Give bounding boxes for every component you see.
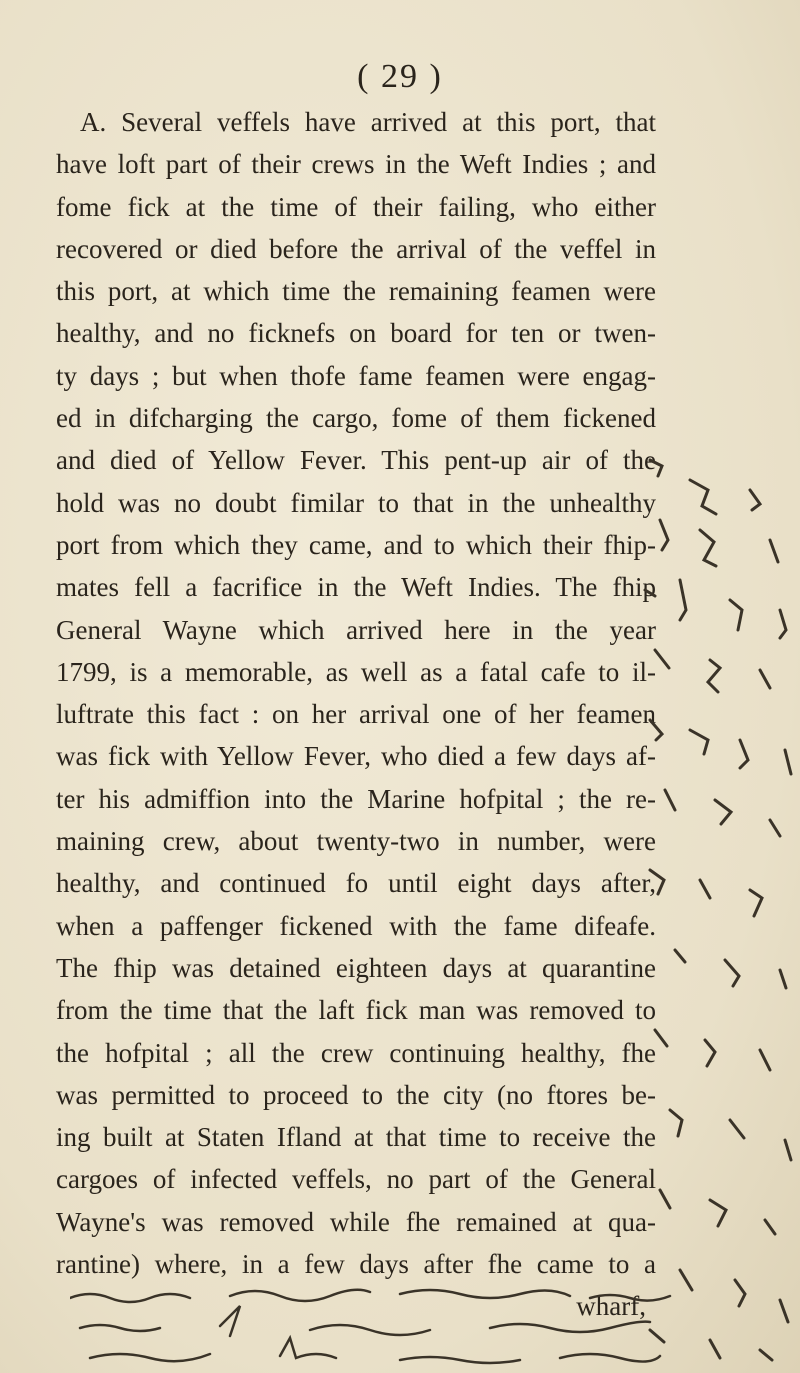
text-line: fome fick at the time of their failing, who either [56, 191, 656, 222]
text-line: this port, at which time the remaining feamen were [56, 276, 656, 307]
text-line: maining crew, about twenty-two in number, were [56, 826, 656, 857]
text-line: and died of Yellow Fever. This pent-up air of the [56, 445, 656, 476]
text-line: the hofpital ; all the crew continuing healthy, fhe [56, 1037, 656, 1068]
text-line: have loft part of their crews in the Weft Indies ; and [56, 149, 656, 180]
text-line: 1799, is a memorable, as well as a fatal cafe to il- [56, 656, 656, 687]
text-line: rantine) where, in a few days after fhe came to a [56, 1249, 656, 1280]
text-line: Wayne's was removed while fhe remained at qua- [56, 1206, 656, 1237]
offset-ink-marks [630, 450, 800, 1373]
text-line: was fick with Yellow Fever, who died a few days af- [56, 741, 656, 772]
body-text [56, 101, 656, 1328]
text-line: was permitted to proceed to the city (no ftores be- [56, 1079, 656, 1110]
page-number: ( 29 ) [357, 58, 443, 95]
text-line: ed in difcharging the cargo, fome of them fickened [56, 403, 656, 434]
text-line: General Wayne which arrived here in the year [56, 614, 656, 645]
text-line: when a paffenger fickened with the fame difeafe. [56, 910, 656, 941]
text-line: recovered or died before the arrival of the veffel in [56, 233, 656, 264]
text-line: healthy, and no ficknefs on board for ten or twen- [56, 318, 656, 349]
text-line: A. Several veffels have arrived at this port, that [80, 107, 656, 137]
text-line: healthy, and continued fo until eight days after, [56, 868, 656, 899]
offset-ink-bottom [70, 1278, 690, 1373]
text-line: ty days ; but when thofe fame feamen were engag- [56, 360, 656, 391]
text-line: ing built at Staten Ifland at that time to receive the [56, 1122, 656, 1153]
text-line: The fhip was detained eighteen days at quarantine [56, 952, 656, 983]
text-line: cargoes of infected veffels, no part of the General [56, 1164, 656, 1195]
text-line: ter his admiffion into the Marine hofpital ; the re- [56, 783, 656, 814]
offset-ink-marks-bottom [70, 1278, 690, 1373]
text-line: luftrate this fact : on her arrival one of her feamen [56, 699, 656, 730]
text-line: from the time that the laft fick man was removed to [56, 995, 656, 1026]
catchword: wharf, [576, 1291, 646, 1322]
text-line: port from which they came, and to which their fhip- [56, 529, 656, 560]
offset-ink-right [630, 450, 800, 1373]
text-line: mates fell a facrifice in the Weft Indies. The fhip [56, 572, 656, 603]
text-line: hold was no doubt fimilar to that in the unhealthy [56, 487, 656, 518]
